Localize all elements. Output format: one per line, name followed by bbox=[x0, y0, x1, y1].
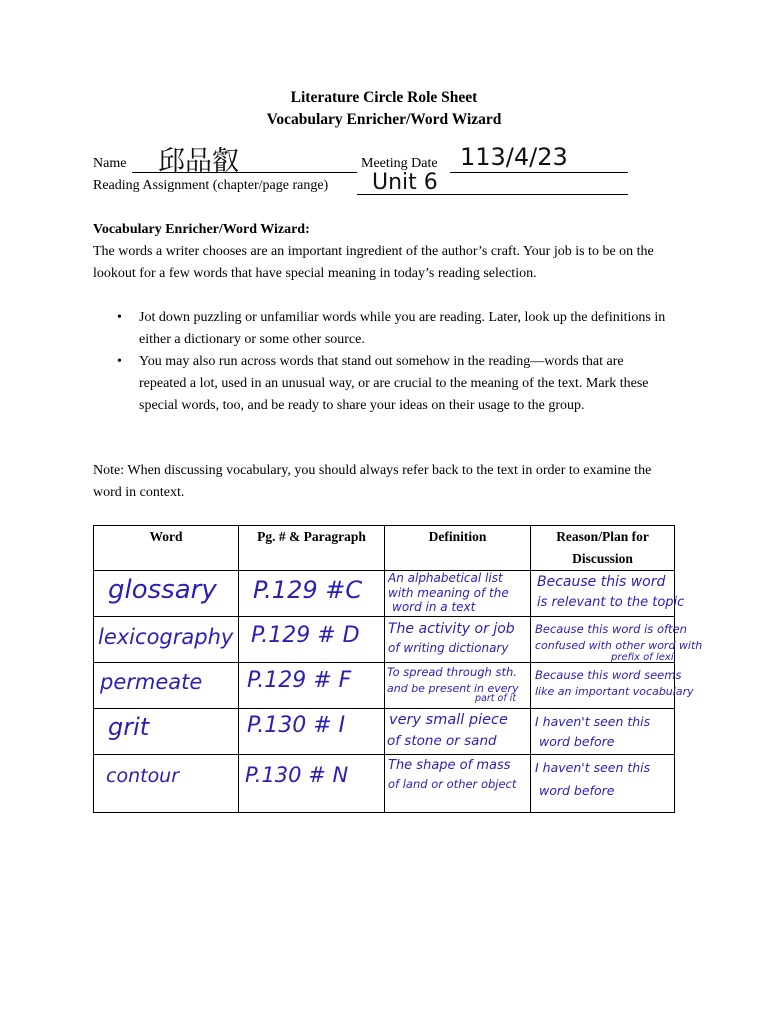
meeting-date-value: 113/4/23 bbox=[460, 143, 568, 171]
meeting-date-label: Meeting Date bbox=[361, 156, 438, 171]
word-cell[interactable]: glossary bbox=[94, 571, 239, 617]
reason-cell[interactable]: Because this word is relevant to the topic bbox=[531, 571, 675, 617]
word-cell[interactable]: lexicography bbox=[94, 617, 239, 663]
reading-assignment-label: Reading Assignment (chapter/page range) bbox=[93, 178, 329, 193]
table-row bbox=[94, 663, 675, 709]
reason-cell[interactable]: Because this word seems like an important vocabulary bbox=[531, 663, 675, 709]
note-paragraph: Note: When discussing vocabulary, you should always refer back to the text in order to examine the word in context. bbox=[93, 463, 652, 500]
word-cell[interactable]: permeate bbox=[94, 663, 239, 709]
name-value: 邱品叡 bbox=[158, 146, 239, 177]
intro-paragraph: The words a writer chooses are an important ingredient of the author’s craft. Your job is to be on the lookout for a few words that have special meaning in today’s reading selection. bbox=[93, 244, 654, 281]
reason-cell[interactable]: Because this word is often confused with other word with prefix of lexi bbox=[531, 617, 675, 663]
list-item: • Jot down puzzling or unfamiliar words while you are reading. Later, look up the definitions in either a dictionary or some other source. bbox=[117, 310, 666, 347]
definition-cell[interactable]: very small piece of stone or sand bbox=[385, 709, 531, 755]
page-cell[interactable]: P.129 # F bbox=[239, 663, 385, 709]
word-cell[interactable]: grit bbox=[94, 709, 239, 755]
header-word: Word bbox=[94, 526, 239, 571]
bullet-text: You may also run across words that stand out somehow in the reading—words that are repeated a lot, used in an unusual way, or are crucial to the meaning of the text. Mark these special words, too, and be ready to share your ideas on their usage to the group. bbox=[139, 354, 649, 413]
instruction-list bbox=[93, 307, 673, 417]
name-label: Name bbox=[93, 156, 127, 171]
section-heading: Vocabulary Enricher/Word Wizard: bbox=[93, 222, 310, 237]
sheet-subtitle: Vocabulary Enricher/Word Wizard bbox=[266, 111, 502, 128]
vocabulary-table bbox=[93, 525, 703, 813]
definition-cell[interactable]: The activity or job of writing dictionary bbox=[385, 617, 531, 663]
page-cell[interactable]: P.130 # I bbox=[239, 709, 385, 755]
header-page: Pg. # & Paragraph bbox=[239, 526, 385, 571]
definition-cell[interactable]: The shape of mass of land or other object bbox=[385, 755, 531, 813]
header-reason: Reason/Plan for Discussion bbox=[531, 526, 675, 571]
reading-assignment-value: Unit 6 bbox=[372, 170, 438, 195]
bullet-text: Jot down puzzling or unfamiliar words while you are reading. Later, look up the definitions in either a dictionary or some other source. bbox=[139, 310, 666, 347]
sheet-title: Literature Circle Role Sheet bbox=[290, 89, 478, 106]
page-cell[interactable]: P.129 #C bbox=[239, 571, 385, 617]
table-row bbox=[94, 709, 675, 755]
page-cell[interactable]: P.129 # D bbox=[239, 617, 385, 663]
list-item: • You may also run across words that stand out somehow in the reading—words that are repeated a lot, used in an unusual way, or are crucial to the meaning of the text. Mark these special words, too, and be ready to share your ideas on their usage to the group. bbox=[117, 354, 649, 413]
table-header-row bbox=[94, 526, 675, 571]
reason-cell[interactable]: I haven't seen this word before bbox=[531, 709, 675, 755]
definition-cell[interactable]: An alphabetical list with meaning of the word in a text bbox=[385, 571, 531, 617]
definition-cell[interactable]: To spread through sth. and be present in every part of it bbox=[385, 663, 531, 709]
header-definition: Definition bbox=[385, 526, 531, 571]
reason-cell[interactable]: I haven't seen this word before bbox=[531, 755, 675, 813]
table-row bbox=[94, 571, 675, 617]
page-cell[interactable]: P.130 # N bbox=[239, 755, 385, 813]
table-row bbox=[94, 755, 675, 813]
table-row bbox=[94, 617, 675, 663]
word-cell[interactable]: contour bbox=[94, 755, 239, 813]
